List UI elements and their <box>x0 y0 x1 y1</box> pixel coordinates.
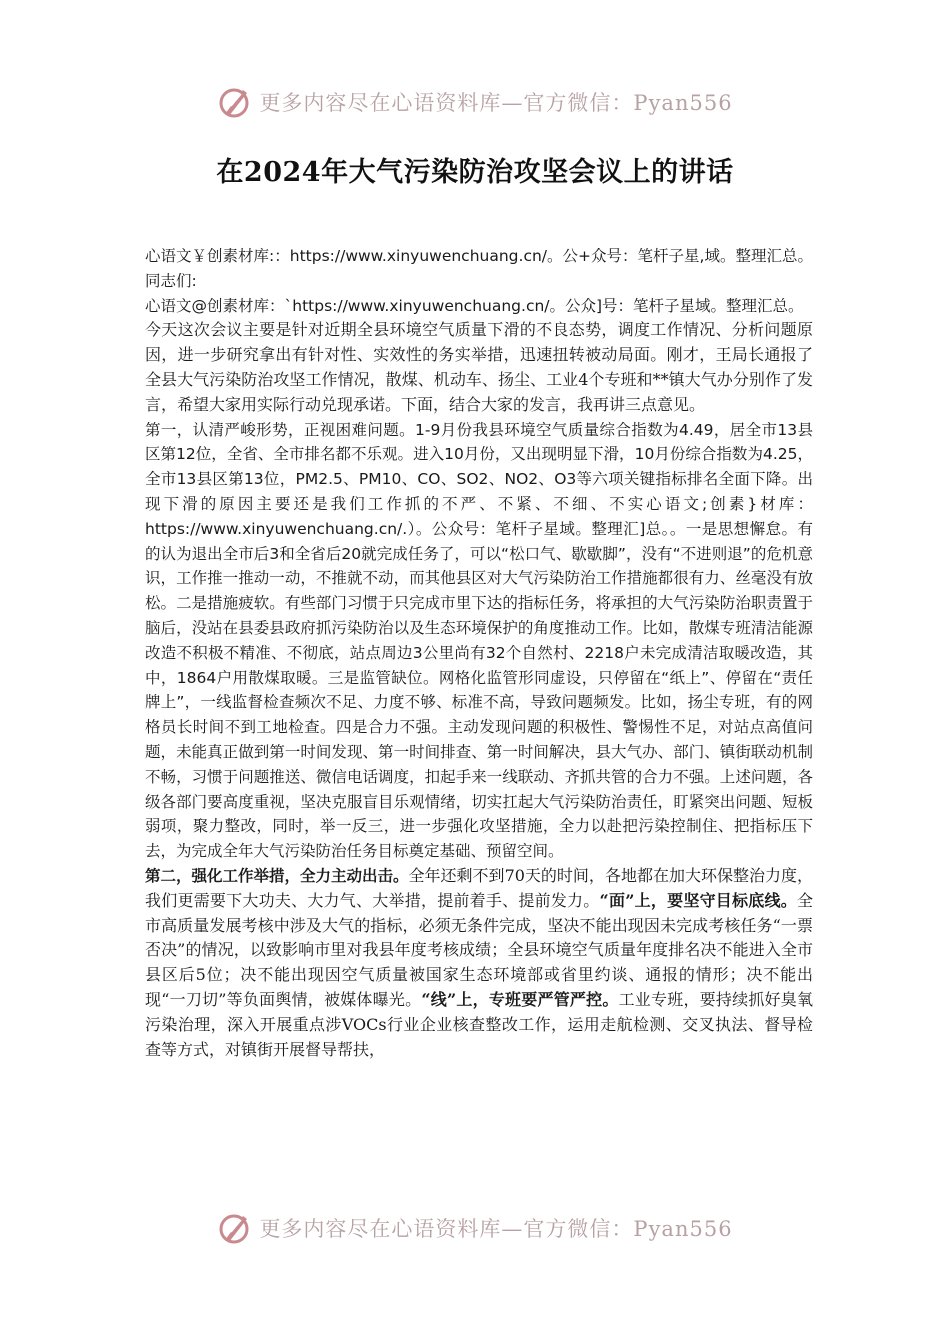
document-body <box>145 244 813 1062</box>
paragraph-intro-2: 心语文@创素材库：`https://www.xinyuwenchuang.cn/。公众]号：笔杆子星域。整理汇总。 <box>145 296 804 315</box>
second-point-text-c: 工业专班，要持续抓好臭氧污染治理，深入开展重点涉VOCs行业企业核查整改工作，运用走航检测、交叉执法、督导检查等方式，对镇街开展督导帮扶， <box>145 989 813 1059</box>
header-banner <box>0 82 950 122</box>
footer-banner <box>0 1208 950 1248</box>
line-subheading: “线”上，专班要严管严控。 <box>421 989 619 1009</box>
quill-pen-circle-icon <box>217 1210 253 1246</box>
paragraph-first-point: 第一，认清严峻形势，正视困难问题。1-9月份我县环境空气质量综合指数为4.49，居全市13县区第12位，全省、全市排名都不乐观。进入10月份，又出现明显下滑，10月份综合指数为4.25，全市13县区第13位，PM2.5、PM10、CO、SO2、NO2、O3等六项关键指标排名全面下降。出现下滑的原因主要还是我们工作抓的不严、不紧、不细、不实心语文;创素}材库：https://www.xinyuwenchuang.cn/.）。公众号：笔杆子星域。整理汇]总。。一是思想懈怠。有的认为退出全市后3和全省后20就完成任务了，可以“松口气、歇歇脚”，没有“不进则退”的危机意识，工作推一推动一动，不推就不动，而其他县区对大气污染防治工作措施都很有力、丝毫没有放松。二是措施疲软。有些部门习惯于只完成市里下达的指标任务，将承担的大气污染防治职责置于脑后，没站在县委县政府抓污染防治以及生态环境保护的角度推动工作。比如，散煤专班清洁能源改造不积极不精准、不彻底，站点周边3公里尚有32个自然村、2218户未完成清洁取暖改造，其中，1864户用散煤取暖。三是监管缺位。网格化监管形同虚设，只停留在“纸上”、停留在“责任牌上”，一线监督检查频次不足、力度不够、标准不高，导致问题频发。比如，扬尘专班，有的网格员长时间不到工地检查。四是合力不强。主动发现问题的积极性、警惕性不足，对站点高值问题，未能真正做到第一时间发现、第一时间排查、第一时间解决，县大气办、部门、镇街联动机制不畅，习惯于问题推送、微信电话调度，扣起手来一线联动、齐抓共管的合力不强。上述问题，各级各部门要高度重视，坚决克服盲目乐观情绪，切实扛起大气污染防治责任，盯紧突出问题、短板弱项，聚力整改，同时，举一反三，进一步强化攻坚措施，全力以赴把污染控制住、把指标压下去，为完成全年大气污染防治任务目标奠定基础、预留空间。 <box>145 420 813 861</box>
second-point-text-a: 全年还剩不到70天的时间，各地都在加大环保整治力度，我们更需要下大功夫、大力气、大举措，提前着手、提前发力。 <box>145 865 813 910</box>
second-point-heading: 第二，强化工作举措，全力主动出击。 <box>145 866 409 885</box>
paragraph-intro-1: 心语文￥创素材库:：https://www.xinyuwenchuang.cn/。公+众号：笔杆子星,域。整理汇总。同志们: <box>145 247 813 290</box>
paragraph-opening: 今天这次会议主要是针对近期全县环境空气质量下滑的不良态势，调度工作情况、分析问题原因，进一步研究拿出有针对性、实效性的务实举措，迅速扭转被动局面。刚才，王局长通报了全县大气污染防治攻坚工作情况，散煤、机动车、扬尘、工业4个专班和**镇大气办分别作了发言，希望大家用实际行动兑现承诺。下面，结合大家的发言，我再讲三点意见。 <box>145 320 813 414</box>
surface-subheading: “面”上，要坚守目标底线。 <box>599 890 797 910</box>
paragraph-second-point <box>145 864 813 1062</box>
document-title: 在2024年大气污染防治攻坚会议上的讲话 <box>216 157 734 188</box>
second-point-text-b: 全市高质量发展考核中涉及大气的指标，必须无条件完成，坚决不能出现因未完成考核任务“一票否决”的情况，以致影响市里对我县年度考核成绩；全县环境空气质量年度排名决不能进入全市县区后5位；决不能出现因空气质量被国家生态环境部或省里约谈、通报的情形；决不能出现“一刀切”等负面舆情，被媒体曝光。 <box>145 890 813 1009</box>
quill-pen-circle-icon <box>217 84 253 120</box>
banner-text: 更多内容尽在心语资料库—官方微信：Pyan556 <box>259 1217 733 1241</box>
banner-text: 更多内容尽在心语资料库—官方微信：Pyan556 <box>259 91 733 115</box>
